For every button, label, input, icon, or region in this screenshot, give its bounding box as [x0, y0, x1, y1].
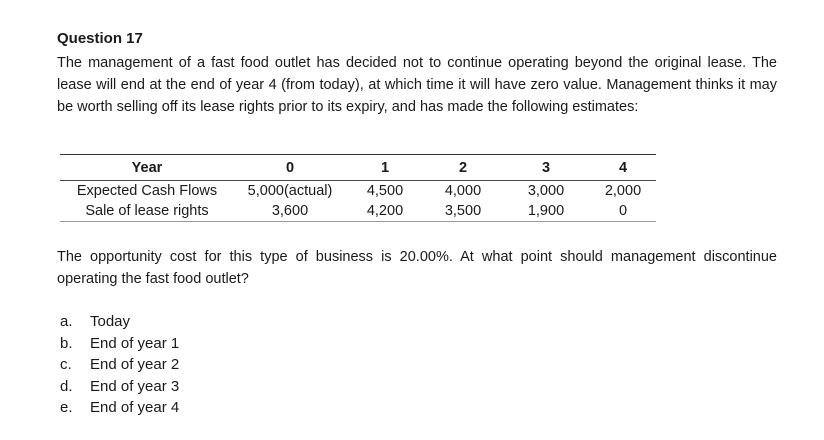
- option-text: End of year 3: [90, 377, 180, 395]
- option-text: End of year 4: [90, 399, 180, 416]
- estimates-table: [60, 154, 656, 222]
- table-row-sale-of-lease-rights: [60, 201, 656, 222]
- option-d[interactable]: [60, 376, 179, 398]
- cell-value: 2,000: [604, 183, 642, 199]
- option-letter: b.: [60, 334, 73, 352]
- cell-value: 1,900: [502, 201, 590, 222]
- option-b[interactable]: [60, 333, 179, 355]
- row-label: Expected Cash Flows: [76, 183, 218, 199]
- question-title: Question 17: [57, 30, 143, 47]
- cell-value: 3,000: [527, 183, 565, 199]
- header-year-4: 4: [590, 155, 656, 181]
- header-year: Year: [60, 155, 234, 181]
- cell-value: 3,600: [234, 201, 346, 222]
- option-e[interactable]: [60, 397, 179, 419]
- table-header-row: [60, 155, 656, 181]
- row-label: Sale of lease rights: [60, 201, 234, 222]
- question-body: The management of a fast food outlet has decided not to continue operating beyond the original lease. The lease will end at the end of year 4 (from today), at which time it will have zero value. Management thinks it may be worth selling off its lease rights prior to its expiry, and has made the following estimates:: [57, 55, 777, 115]
- header-year-2: 2: [424, 155, 502, 181]
- option-letter: d.: [60, 377, 73, 395]
- option-text: End of year 2: [90, 356, 180, 373]
- cell-value: 4,000: [444, 183, 482, 199]
- header-year-3: 3: [502, 155, 590, 181]
- header-year-1: 1: [346, 155, 424, 181]
- option-letter: a.: [60, 313, 73, 330]
- cell-value: 5,000(actual): [247, 183, 333, 199]
- cell-value: 3,500: [424, 201, 502, 222]
- option-a[interactable]: [60, 311, 179, 333]
- option-text: End of year 1: [90, 334, 180, 352]
- option-letter: e.: [60, 399, 73, 416]
- cell-value: 4,500: [366, 183, 404, 199]
- cell-value: 4,200: [346, 201, 424, 222]
- option-text: Today: [90, 313, 131, 330]
- question-prompt: The opportunity cost for this type of business is 20.00%. At what point should management discontinue operating the fast food outlet?: [57, 249, 777, 287]
- answer-options: [60, 311, 179, 419]
- option-letter: c.: [60, 356, 72, 373]
- header-year-0: 0: [234, 155, 346, 181]
- table-row-expected-cash-flows: [60, 181, 656, 202]
- cell-value: 0: [590, 201, 656, 222]
- option-c[interactable]: [60, 354, 179, 376]
